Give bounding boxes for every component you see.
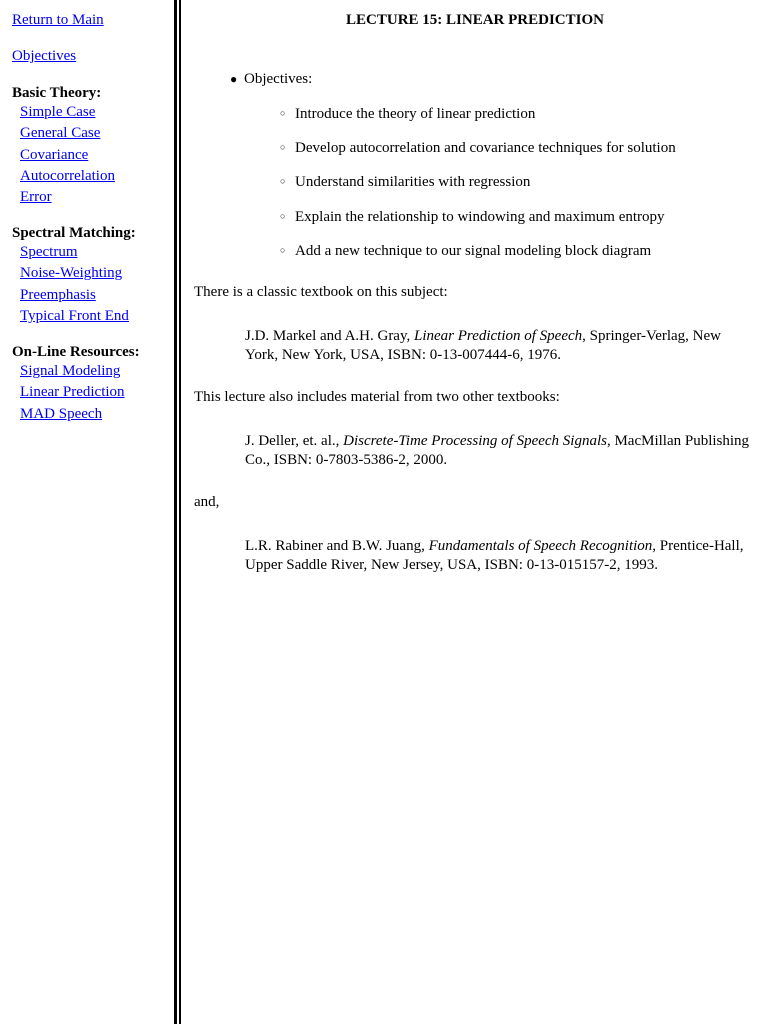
list-item-text: Understand similarities with regression	[295, 174, 531, 191]
circle-bullet-icon: ○	[280, 244, 286, 255]
list-item-text: Explain the relationship to windowing and maximum entropy	[295, 208, 665, 225]
objectives-link[interactable]: Objectives	[12, 48, 77, 64]
section-heading-spectral-matching: Spectral Matching:	[12, 225, 136, 241]
citation-authors: J.D. Markel and A.H. Gray,	[245, 328, 414, 344]
spectral-matching-links	[20, 244, 129, 329]
circle-bullet-icon: ○	[280, 142, 286, 153]
citation-rabiner-juang	[245, 537, 757, 575]
objectives-bullet	[230, 71, 312, 88]
citation-deller	[245, 432, 757, 470]
citation-authors: L.R. Rabiner and B.W. Juang,	[245, 538, 429, 554]
list-item	[280, 139, 676, 173]
paragraph-classic-textbook: There is a classic textbook on this subject:	[194, 284, 448, 300]
citation-details: , MacMillan Publishing Co., ISBN: 0-7803-5386-2, 2000.	[245, 433, 750, 468]
citation-title: Discrete-Time Processing of Speech Signals	[343, 433, 607, 449]
return-to-main-link[interactable]: Return to Main	[12, 12, 104, 28]
citation-authors: J. Deller, et. al.,	[245, 433, 344, 449]
list-item	[280, 208, 676, 242]
citation-title: Linear Prediction of Speech	[414, 328, 583, 344]
nav-link-mad-speech[interactable]: MAD Speech	[20, 405, 103, 422]
circle-bullet-icon: ○	[280, 108, 286, 118]
content-frame	[194, 0, 762, 1024]
nav-link-typical-front-end[interactable]: Typical Front End	[20, 307, 129, 324]
nav-link-linear-prediction[interactable]: Linear Prediction	[20, 384, 125, 401]
nav-link-spectrum[interactable]: Spectrum	[20, 244, 78, 260]
section-heading-basic-theory: Basic Theory:	[12, 85, 102, 101]
nav-link-covariance[interactable]: Covariance	[20, 146, 89, 163]
section-heading-online-resources: On-Line Resources:	[12, 344, 140, 360]
nav-link-error[interactable]: Error	[20, 189, 52, 206]
list-item	[280, 105, 676, 139]
citation-markel-gray	[245, 327, 757, 365]
navigation-frame	[0, 0, 174, 1024]
list-item-text: Introduce the theory of linear prediction	[295, 106, 536, 122]
frame-divider[interactable]	[174, 0, 181, 1024]
nav-link-signal-modeling[interactable]: Signal Modeling	[20, 363, 121, 379]
paragraph-and: and,	[194, 494, 220, 510]
list-item	[280, 242, 676, 276]
nav-link-noise-weighting[interactable]: Noise-Weighting	[20, 265, 123, 282]
list-item-text: Develop autocorrelation and covariance techniques for solution	[295, 140, 676, 157]
objectives-list	[280, 105, 676, 276]
list-item	[280, 173, 676, 207]
circle-bullet-icon: ○	[280, 210, 286, 221]
objectives-label: Objectives:	[244, 71, 313, 87]
citation-title: Fundamentals of Speech Recognition	[428, 538, 653, 554]
nav-link-general-case[interactable]: General Case	[20, 125, 101, 142]
page-title: LECTURE 15: LINEAR PREDICTION	[346, 12, 604, 28]
bullet-icon: ●	[230, 72, 238, 86]
frame-divider-rule	[174, 0, 177, 1024]
online-resources-links	[20, 363, 125, 427]
citation-details: , Prentice-Hall, Upper Saddle River, New Jersey, USA, ISBN: 0-13-015157-2, 1993.	[245, 538, 744, 573]
basic-theory-links	[20, 104, 115, 210]
paragraph-other-textbooks: This lecture also includes material from two other textbooks:	[194, 389, 560, 405]
nav-link-simple-case[interactable]: Simple Case	[20, 104, 96, 120]
nav-link-autocorrelation[interactable]: Autocorrelation	[20, 167, 115, 184]
circle-bullet-icon: ○	[280, 176, 286, 187]
citation-details: , Springer-Verlag, New York, New York, USA, ISBN: 0-13-007444-6, 1976.	[245, 328, 721, 363]
frame-divider-rule	[179, 0, 181, 1024]
list-item-text: Add a new technique to our signal modeling block diagram	[295, 242, 652, 259]
nav-link-preemphasis[interactable]: Preemphasis	[20, 286, 96, 303]
